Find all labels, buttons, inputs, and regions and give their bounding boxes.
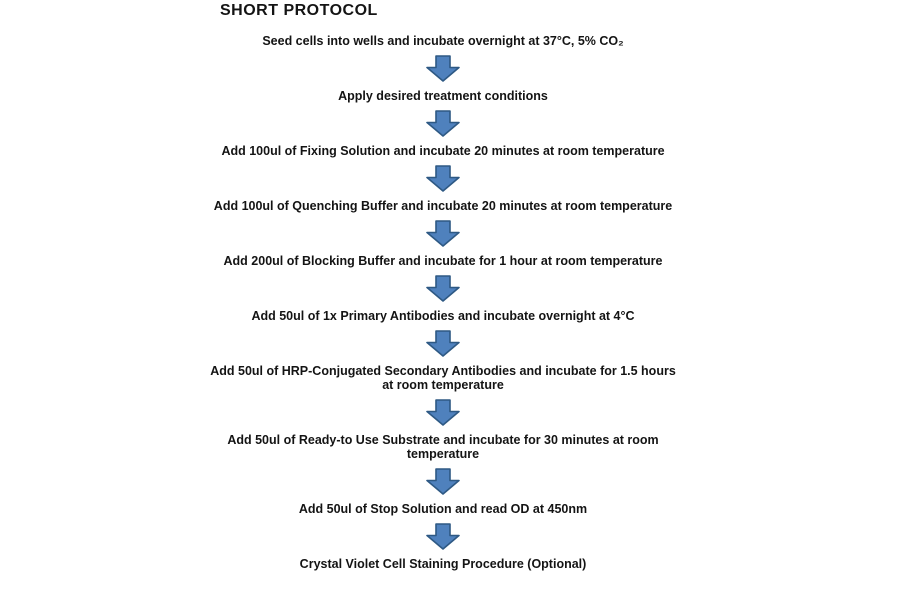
down-arrow-icon bbox=[426, 55, 460, 82]
protocol-step-10: Crystal Violet Cell Staining Procedure (Optional) bbox=[299, 557, 587, 571]
down-arrow-icon bbox=[426, 330, 460, 357]
down-arrow-icon bbox=[426, 523, 460, 550]
down-arrow-icon bbox=[426, 468, 460, 495]
down-arrow-icon bbox=[426, 165, 460, 192]
protocol-flow bbox=[0, 34, 886, 571]
protocol-step-1: Seed cells into wells and incubate overnight at 37°C, 5% CO₂ bbox=[262, 34, 624, 48]
protocol-step-6: Add 50ul of 1x Primary Antibodies and incubate overnight at 4°C bbox=[251, 309, 635, 323]
protocol-step-7: Add 50ul of HRP-Conjugated Secondary Antibodies and incubate for 1.5 hours at room temperature bbox=[210, 364, 676, 392]
protocol-step-5: Add 200ul of Blocking Buffer and incubate for 1 hour at room temperature bbox=[223, 254, 663, 268]
down-arrow-icon bbox=[426, 275, 460, 302]
protocol-step-3: Add 100ul of Fixing Solution and incubate 20 minutes at room temperature bbox=[221, 144, 665, 158]
page-title: SHORT PROTOCOL bbox=[220, 2, 378, 19]
protocol-step-2: Apply desired treatment conditions bbox=[338, 89, 548, 103]
down-arrow-icon bbox=[426, 110, 460, 137]
protocol-step-9: Add 50ul of Stop Solution and read OD at 450nm bbox=[298, 502, 588, 516]
protocol-step-4: Add 100ul of Quenching Buffer and incubate 20 minutes at room temperature bbox=[213, 199, 673, 213]
down-arrow-icon bbox=[426, 399, 460, 426]
protocol-step-8: Add 50ul of Ready-to Use Substrate and incubate for 30 minutes at room temperature bbox=[227, 433, 659, 461]
down-arrow-icon bbox=[426, 220, 460, 247]
